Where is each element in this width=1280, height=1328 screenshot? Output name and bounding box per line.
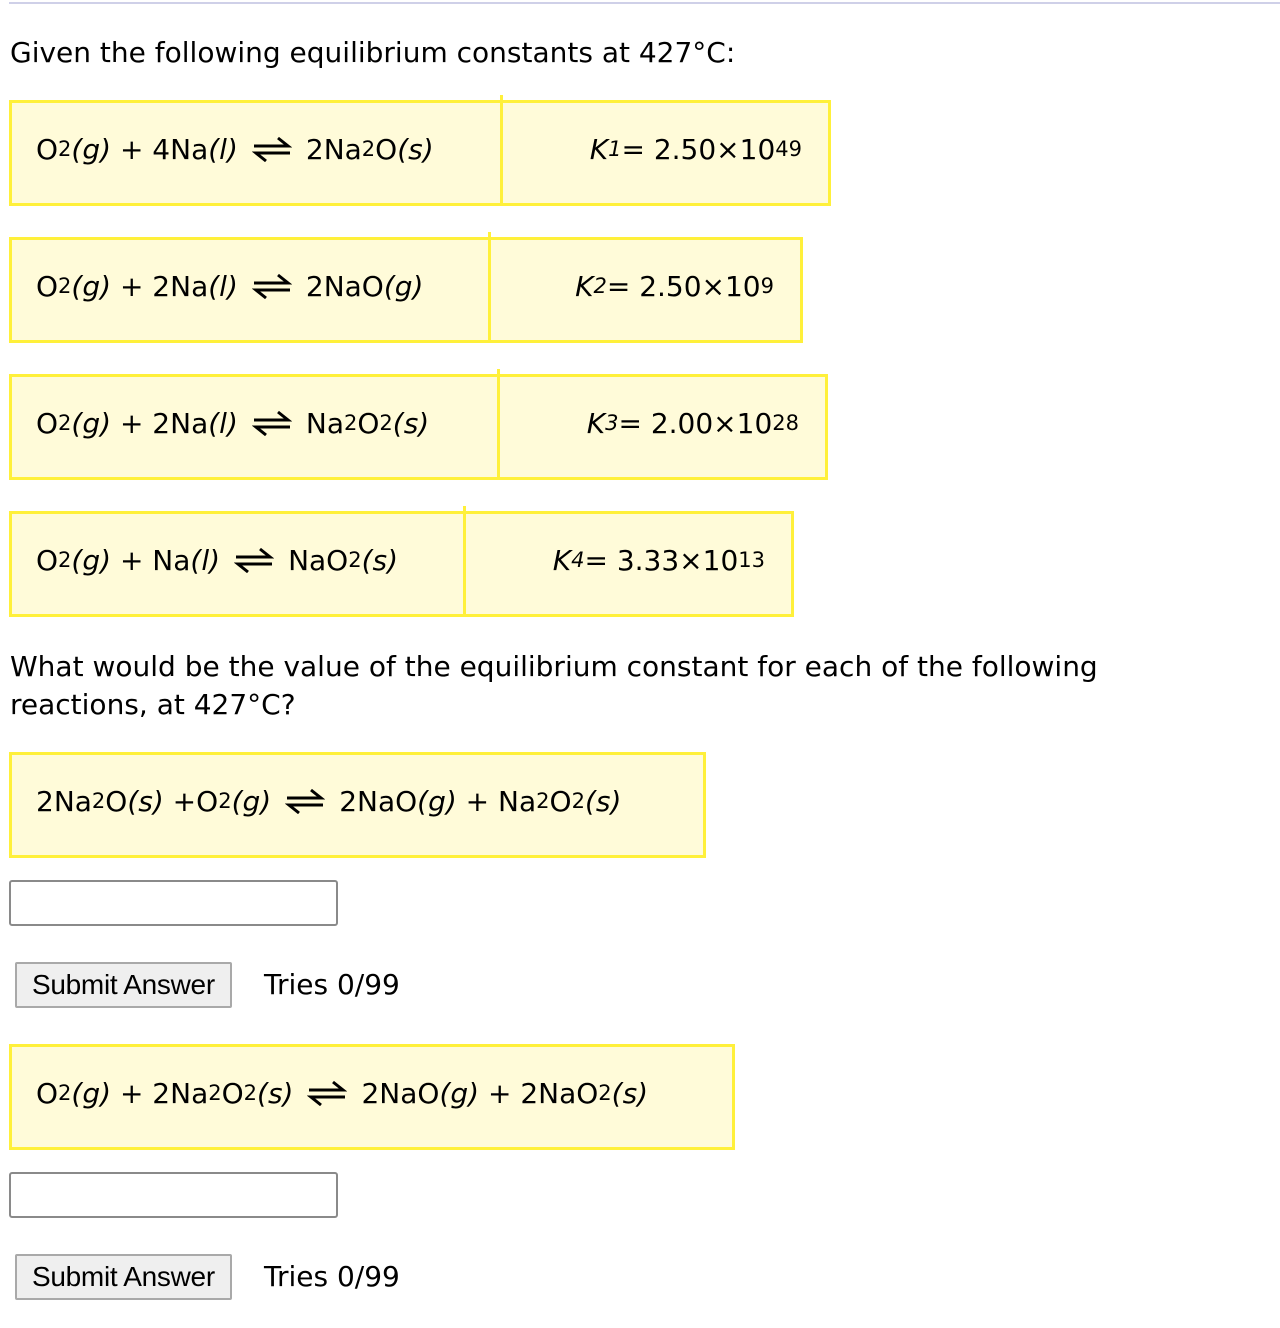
answer-input-1[interactable] (9, 880, 338, 926)
reaction-cell: O 2 (g) + 2Na (l) Na 2 O 2 (s) (36, 406, 430, 440)
given-equation-3 (9, 374, 828, 480)
k-symbol: K (552, 543, 572, 577)
k-cell: K 3 = 2.00×10 28 (497, 369, 825, 477)
submit-answer-button-1[interactable]: Submit Answer (15, 962, 232, 1008)
equilibrium-arrow-icon (252, 273, 292, 299)
reaction-cell: O 2 (g) + Na (l) NaO 2 (s) (36, 543, 399, 577)
reaction-cell: O 2 (g) + 4Na (l) 2Na 2 O (s) (36, 132, 434, 166)
reaction-cell: O 2 (g) + 2Na (l) 2NaO (g) (36, 269, 424, 303)
target-reaction-2 (9, 1044, 735, 1150)
k-value: = 2.50×10 (621, 132, 776, 166)
given-equation-1 (9, 100, 831, 206)
answer-input-2[interactable] (9, 1172, 338, 1218)
tries-counter-1: Tries 0/99 (264, 968, 400, 1001)
target-reaction-1 (9, 752, 706, 858)
text: O (36, 132, 59, 166)
k-index: 3 (605, 411, 619, 435)
tries-counter-2: Tries 0/99 (264, 1260, 400, 1293)
k-value: = 2.50×10 (606, 269, 761, 303)
k-index: 4 (571, 548, 585, 572)
top-divider (9, 2, 1280, 4)
submit-answer-button-2[interactable]: Submit Answer (15, 1254, 232, 1300)
k-value: = 2.00×10 (618, 406, 773, 440)
k-symbol: K (589, 132, 609, 166)
reaction-cell: O 2 (g) + 2Na 2 O 2 (s) 2NaO (g) + 2NaO 2 (s) (36, 1076, 649, 1110)
k-cell: K 4 = 3.33×10 13 (463, 506, 791, 614)
k-cell: K 2 = 2.50×10 9 (488, 232, 800, 340)
equilibrium-arrow-icon (252, 410, 292, 436)
given-equation-4 (9, 511, 794, 617)
given-equation-2 (9, 237, 803, 343)
k-symbol: K (586, 406, 606, 440)
reaction-cell: 2Na 2 O (s) +O 2 (g) 2NaO (g) + Na 2 O 2 (s) (36, 784, 622, 818)
equilibrium-arrow-icon (307, 1080, 347, 1106)
k-cell: K 1 = 2.50×10 49 (500, 95, 828, 203)
k-symbol: K (575, 269, 594, 303)
k-index: 2 (593, 274, 607, 298)
k-index: 1 (608, 137, 622, 161)
question-text: What would be the value of the equilibrium constant for each of the following reactions, at 427°C? (10, 650, 1098, 721)
equilibrium-arrow-icon (234, 547, 274, 573)
k-value: = 3.33×10 (584, 543, 739, 577)
equilibrium-arrow-icon (285, 788, 325, 814)
intro-text: Given the following equilibrium constants at 427°C: (10, 36, 736, 69)
equilibrium-arrow-icon (252, 136, 292, 162)
